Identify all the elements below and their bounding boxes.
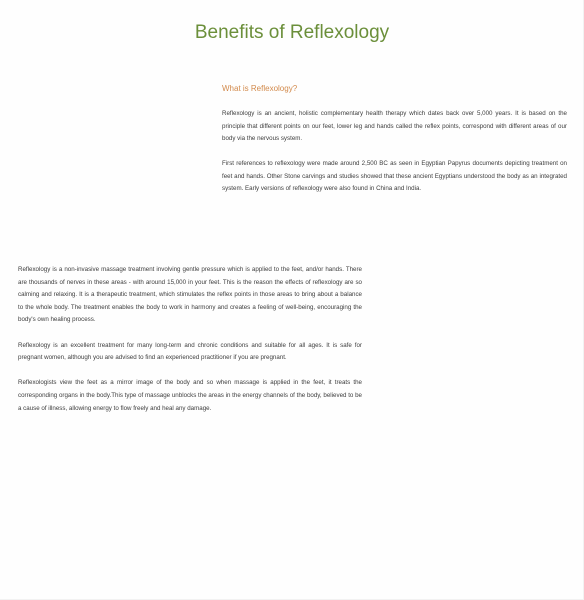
intro-section xyxy=(222,84,567,209)
body-paragraph: Reflexology is a non-invasive massage treatment involving gentle pressure which is applied to the feet, and/or hands. There are thousands of nerves in these areas - with around 15,000 in your feet. This is the reason the effects of reflexology are so calming and relaxing. It is a therapeutic treatment, which stimulates the reflex points in those areas to bring about a balance to the whole body. The treatment enables the body to work in harmony and creates a feeling of well-being, encouraging the body's own healing process. xyxy=(18,266,362,324)
intro-paragraph: First references to reflexology were made around 2,500 BC as seen in Egyptian Papyrus documents depicting treatment on feet and hands. Other Stone carvings and studies showed that these ancient Egyptians understood the body as an integrated system. Early versions of reflexology were also found in China and India. xyxy=(222,160,567,193)
intro-paragraph: Reflexology is an ancient, holistic complementary health therapy which dates back over 5,000 years. It is based on the principle that different points on our feet, lower leg and hands called the reflex points, correspond with different areas of our body via the nervous system. xyxy=(222,110,567,143)
page-title: Benefits of Reflexology xyxy=(194,22,390,43)
body-paragraph: Reflexology is an excellent treatment for many long-term and chronic conditions and suitable for all ages. It is safe for pregnant women, although you are advised to find an experienced practitioner if you are pregnant. xyxy=(18,341,362,362)
section-heading-what-is-reflexology: What is Reflexology? xyxy=(222,84,298,93)
body-section xyxy=(18,264,362,428)
body-paragraph: Reflexologists view the feet as a mirror image of the body and so when massage is applied in the feet, it treats the corresponding organs in the body.This type of massage unblocks the areas in the energy channels of the body, believed to be a cause of illness, allowing energy to flow freely and heal any damage. xyxy=(18,379,362,412)
